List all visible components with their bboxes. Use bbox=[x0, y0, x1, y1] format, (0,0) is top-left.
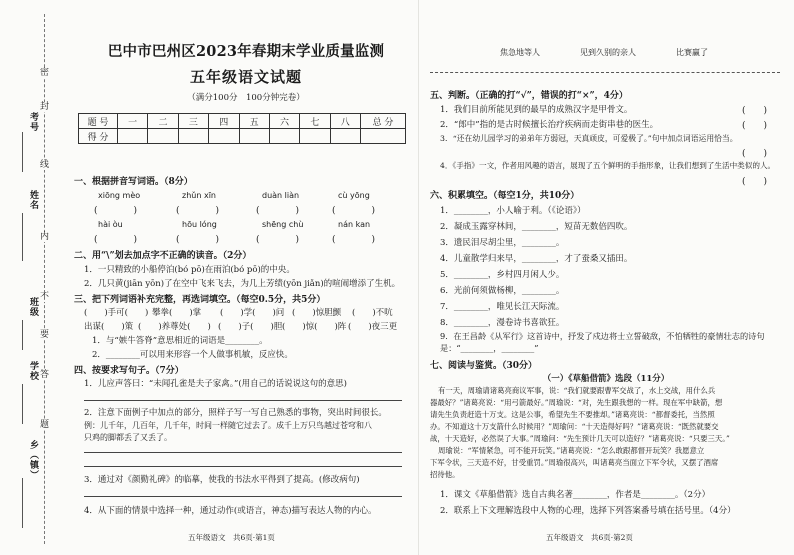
q4-options: 焦急地等人 见到久别的亲人 比赛赢了 bbox=[500, 48, 708, 57]
town-field[interactable] bbox=[22, 478, 23, 528]
score-row-label: 得 分 bbox=[79, 129, 118, 144]
pinyin: nán kan bbox=[338, 220, 371, 229]
q6-item: 3．遗民泪尽胡尘里，________。 bbox=[440, 238, 565, 248]
q7-item: 1．课文《草船借箭》选自古典名著________，作者是________。（2分） bbox=[440, 490, 711, 500]
q4-example: 例：儿千年，几百年，几千年，时间一样随它过去了。成千上万只鸟越过苍穹和八 bbox=[84, 421, 372, 430]
cut-mark: 封 bbox=[40, 102, 50, 112]
score-table bbox=[78, 113, 406, 144]
q3-item: 1．与“嫉牛答脊”意思相近的词语是________。 bbox=[92, 336, 268, 346]
q5-item: 4．《手指》一文，作者用风趣的语言，展现了五个鲜明的手指形象，让我们想到了生活中类似的人。 bbox=[440, 161, 776, 170]
q3-idiom: ( )夜三更 bbox=[348, 322, 398, 332]
q6-heading: 六、积累填空。（每空1分，共10分） bbox=[430, 191, 580, 201]
q2-heading: 二、用“\”划去加点字不正确的读音。（2分） bbox=[74, 251, 252, 261]
class-field[interactable] bbox=[22, 320, 23, 350]
answer-line[interactable] bbox=[84, 496, 402, 497]
answer-box[interactable]: ( ) bbox=[256, 235, 300, 245]
footer-page-1: 五年级语文 共6页·第1页 bbox=[188, 533, 275, 542]
q3-idiom: 攀拳( )掌 bbox=[152, 308, 202, 318]
answer-box[interactable]: ( ) bbox=[176, 206, 220, 216]
judge-box[interactable]: ( ) bbox=[742, 121, 768, 131]
q7-heading: 七、阅读与鉴赏。（30分） bbox=[430, 361, 538, 371]
q2-item: 1．一只精致的小船停泊(bó pō)在雨泊(bó pō)的中央。 bbox=[84, 265, 295, 275]
answer-box[interactable]: ( ) bbox=[94, 206, 138, 216]
exam-number-field[interactable] bbox=[22, 132, 23, 172]
q4-example: 只鸡的脚都丢了又丢了。 bbox=[84, 433, 172, 442]
cut-mark: 线 bbox=[40, 160, 50, 170]
school-label: 学校 bbox=[28, 361, 38, 381]
score-table-header-row bbox=[79, 114, 406, 129]
pinyin: xiōng mèo bbox=[98, 191, 141, 200]
answer-line[interactable] bbox=[84, 466, 402, 467]
score-header-cell: 四 bbox=[209, 114, 239, 129]
score-cell[interactable] bbox=[361, 129, 406, 144]
name-label: 姓名 bbox=[28, 190, 38, 210]
q3-heading: 三、把下列词语补充完整，再选词填空。（每空0.5分，共5分） bbox=[74, 295, 326, 305]
score-cell[interactable] bbox=[300, 129, 330, 144]
judge-box[interactable]: ( ) bbox=[742, 106, 768, 116]
cut-mark: 答 bbox=[40, 370, 50, 380]
q6-item: 1．________，小人喻于利。（《论语》） bbox=[440, 206, 586, 216]
q4-item: 3．通过对《颜勤礼碑》的临摹，使我的书法水平得到了提高。(修改病句) bbox=[84, 475, 360, 485]
cut-mark: 题 bbox=[40, 420, 50, 430]
answer-box[interactable]: ( ) bbox=[332, 206, 376, 216]
exam-note: （满分100分 100分钟完卷） bbox=[187, 93, 305, 103]
score-cell[interactable] bbox=[148, 129, 178, 144]
passage-line: 请先生负责赶造十万支。这是公事，希望先生不要推却。”诸葛亮说：“都督委托，当然照 bbox=[430, 410, 715, 419]
answer-line[interactable] bbox=[84, 400, 402, 401]
passage-line: 周瑜说：“军情紧急，可不能开玩笑。”诸葛亮说：“怎么敢跟都督开玩笑？我愿意立 bbox=[438, 446, 705, 455]
q3-item: 2．________可以用来形容一个人做事机敏，反应快。 bbox=[92, 350, 293, 360]
q4-item: 1．儿应声答曰：“未闻孔雀是夫子家禽。”(用自己的话说说这句的意思) bbox=[84, 379, 347, 389]
score-cell[interactable] bbox=[330, 129, 360, 144]
q5-item: 2．“郎中”指的是古时候擅长治疗疾病而走街串巷的医生。 bbox=[440, 120, 659, 130]
q4-heading: 四、按要求写句子。（7分） bbox=[74, 366, 184, 376]
score-cell[interactable] bbox=[269, 129, 299, 144]
judge-box[interactable]: ( ) bbox=[742, 177, 768, 187]
score-header-cell: 五 bbox=[239, 114, 269, 129]
q7-item: 2．联系上下文理解选段中人物的心理，选择下列答案番号填在括号里。（4分） bbox=[440, 506, 736, 516]
page-left bbox=[70, 0, 410, 555]
q5-heading: 五、判断。（正确的打“√”，错误的打“×”，4分） bbox=[430, 91, 628, 101]
name-field[interactable] bbox=[22, 213, 23, 261]
exam-number-label: 考号 bbox=[28, 112, 38, 132]
score-cell[interactable] bbox=[118, 129, 148, 144]
passage-line: 办。不知道这十万支箭什么时候用？”周瑜问：“十天造得好吗？”诸葛亮说：“既然就要交 bbox=[430, 422, 719, 431]
q6-item: 9．在王昌龄《从军行》这首诗中，抒发了戍边将士立誓破敌，不怕牺牲的豪情壮志的诗句是：“________，________” bbox=[440, 331, 765, 353]
score-header-cell: 三 bbox=[178, 114, 208, 129]
page-divider bbox=[418, 0, 419, 555]
score-cell[interactable] bbox=[178, 129, 208, 144]
q6-item: 6．光前何须做杨柳，________。 bbox=[440, 286, 565, 296]
cut-mark: 不 bbox=[40, 292, 50, 302]
passage-line: 招待他。 bbox=[430, 470, 460, 479]
passage-line: 战，十天造好，必然误了大事。”周瑜问：“先生预计几天可以造好？”诸葛亮说：“只要三天。” bbox=[430, 434, 730, 443]
cut-mark: 要 bbox=[40, 330, 50, 340]
q3-idiom: 出谋( )策 bbox=[84, 322, 134, 332]
town-label: 乡（镇） bbox=[28, 440, 38, 480]
q6-item: 7．________，唯见长江天际流。 bbox=[440, 302, 565, 312]
q6-item: 8．________，漫卷诗书喜欲狂。 bbox=[440, 318, 565, 328]
passage-line: 有一天，周瑜请诸葛亮商议军事，说：“我们就要跟曹军交战了，水上交战，用什么兵 bbox=[438, 386, 716, 395]
footer-page-2: 五年级语文 共6页·第2页 bbox=[546, 533, 633, 542]
q3-idiom: ( )子( )胆 bbox=[218, 322, 283, 332]
score-cell[interactable] bbox=[209, 129, 239, 144]
q6-item: 5．________，乡村四月闲人少。 bbox=[440, 270, 565, 280]
seal-line bbox=[44, 14, 45, 544]
q5-item: 1．我们目前所能见到的最早的成熟汉字是甲骨文。 bbox=[440, 105, 633, 115]
answer-line[interactable] bbox=[84, 452, 402, 453]
page-right bbox=[428, 0, 784, 555]
pinyin: shēng chù bbox=[262, 220, 304, 229]
score-header-cell: 六 bbox=[269, 114, 299, 129]
q3-idiom: ( )不吭 bbox=[352, 308, 393, 318]
exam-subtitle: 五年级语文试题 bbox=[189, 68, 302, 86]
score-header-cell: 二 bbox=[148, 114, 178, 129]
school-field[interactable] bbox=[22, 384, 23, 424]
answer-box[interactable]: ( ) bbox=[256, 206, 300, 216]
answer-box[interactable]: ( ) bbox=[332, 235, 376, 245]
cut-mark: 内 bbox=[40, 232, 50, 242]
q4-item: 4．从下面的情景中选择一种，通过动作(或语言，神态)描写表达人物的内心。 bbox=[84, 506, 377, 516]
passage-line: 下军令状，三天造不好，甘受重罚。”周瑜很高兴，叫诸葛亮当面立下军令状，又摆了酒席 bbox=[430, 458, 719, 467]
score-header-cell: 总 分 bbox=[361, 114, 406, 129]
score-header-cell: 八 bbox=[330, 114, 360, 129]
q6-item: 4．儿童散学归来早，________，才了蚕桑又插田。 bbox=[440, 254, 633, 264]
q3-idiom: ( )手可( ) bbox=[84, 308, 149, 318]
q4-item: 2．注意下面例子中加点的部分，照样子写一写自己熟悉的事物，突出时间很长。 bbox=[84, 408, 387, 418]
score-header-cell: 题 号 bbox=[79, 114, 118, 129]
q3-idiom: ( )学( )问 bbox=[220, 308, 285, 318]
q6-item: 2．凝成玉露穿林间，________，短苗无数倍四吹。 bbox=[440, 222, 633, 232]
score-table-score-row bbox=[79, 129, 406, 144]
pinyin: zhǔn xīn bbox=[182, 191, 216, 200]
answer-box[interactable]: ( ) bbox=[176, 235, 220, 245]
passage-title: （一）《草船借箭》选段（11分） bbox=[542, 374, 670, 384]
exam-title: 巴中市巴州区2023年春期末学业质量监测 bbox=[107, 43, 385, 60]
score-cell[interactable] bbox=[239, 129, 269, 144]
cut-mark: 密 bbox=[40, 68, 50, 78]
score-header-cell: 一 bbox=[118, 114, 148, 129]
binding-strip bbox=[0, 0, 62, 555]
q2-item: 2．几只黄(jiān yōn)了在空中飞来飞去，为几上芳绩(yōn jiǎn)的喧闹增添了生机。 bbox=[84, 279, 401, 289]
q3-idiom: ( )养尊处( ) bbox=[138, 322, 211, 332]
class-label: 班级 bbox=[28, 297, 38, 317]
passage-line: 器最好？”诸葛亮说：“用弓箭最好。”周瑜说：“对，先生跟我想的一样。现在军中缺箭，想 bbox=[430, 398, 723, 407]
score-header-cell: 七 bbox=[300, 114, 330, 129]
pinyin: cù yōng bbox=[338, 191, 370, 200]
pinyin: hōu lóng bbox=[182, 220, 217, 229]
q1-heading: 一、根据拼音写词语。（8分） bbox=[74, 177, 193, 187]
q3-idiom: ( )惊( )阵 bbox=[282, 322, 347, 332]
answer-box[interactable]: ( ) bbox=[94, 235, 138, 245]
writing-line[interactable] bbox=[430, 72, 780, 73]
q3-idiom: ( )惊胆颤 bbox=[292, 308, 342, 318]
judge-box[interactable]: ( ) bbox=[742, 149, 768, 159]
pinyin: duàn liàn bbox=[262, 191, 300, 200]
q5-item: 3．“还在幼儿园学习的弟弟年方弱冠，天真顽皮，可爱极了。”句中加点词语运用恰当。 bbox=[440, 134, 738, 143]
pinyin: hài òu bbox=[98, 220, 123, 229]
